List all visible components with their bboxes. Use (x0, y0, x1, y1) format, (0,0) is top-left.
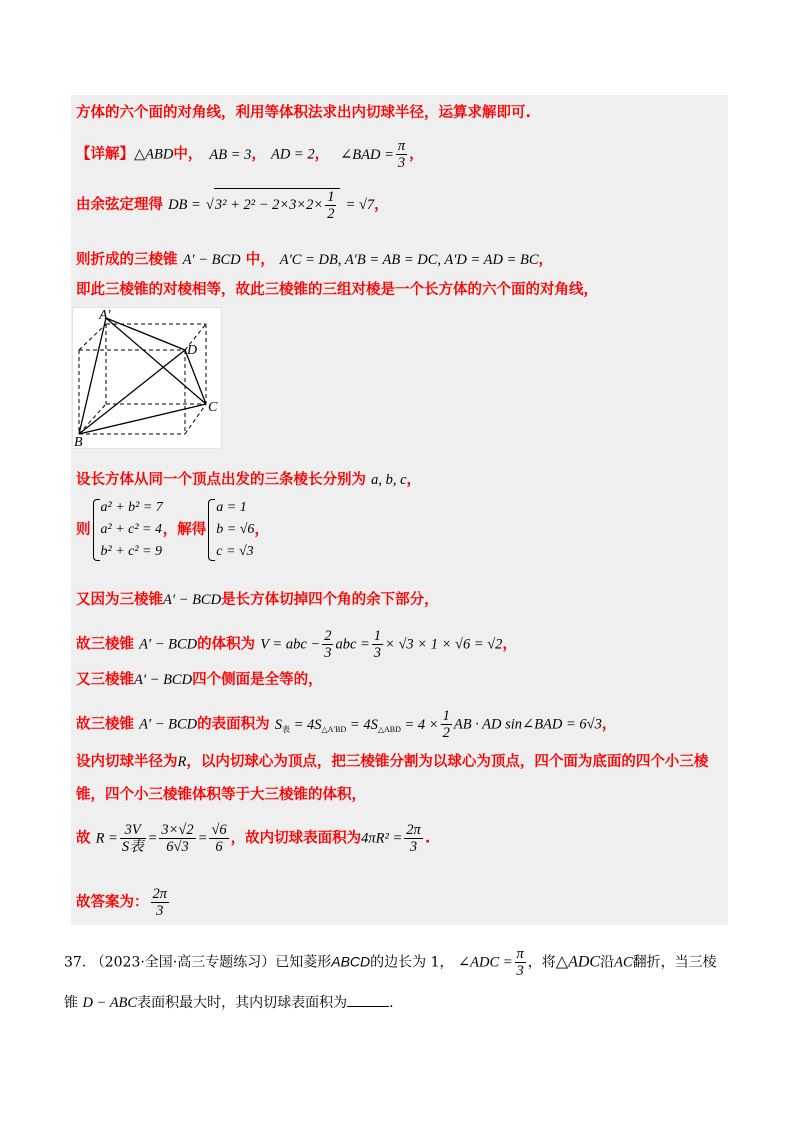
cuboid-dashed-edges (79, 324, 206, 434)
problem-number: 37. (64, 954, 87, 971)
solution-line-11: 故三棱锥 A′ − BCD的表面积为 $S_表 = 4S_{\triangle A'BD} = 4S_{\triangle ABD} = 4$ × $\frac{1}{2}$ AB · AD sin∠BAD = 6√3， (76, 708, 617, 741)
solution-answer: 故答案为： $\frac{2\pi}{3}$ (76, 886, 168, 919)
problem-37-line-2: 锥 D − ABC表面积最大时，其内切球表面积为 . (64, 992, 394, 1012)
solution-line-3: 由余弦定理得 DB = √3² + 2² − 2×3×2× $\frac{1}{2}$ = √7， (76, 189, 389, 222)
solution-line-9: 故三棱锥 A′ − BCD的体积为 V = abc − $\frac{2}{3}$ abc = $\frac{1}{3}$ × √3 × 1 × √6 = √2， (76, 628, 517, 661)
solution-line-5: 即此三棱锥的对棱相等，故此三棱锥的三组对棱是一个长方体的六个面的对角线， (76, 282, 598, 298)
cuboid-figure (72, 307, 222, 449)
vertex-label-b: B (74, 435, 83, 448)
solution-line-6: 设长方体从同一个顶点出发的三条棱长分别为 a, b, c， (76, 472, 421, 488)
solution-line-10: 又三棱锥A′ − BCD四个侧面是全等的， (76, 672, 323, 688)
detail-tag: 【详解】 (76, 146, 134, 163)
vertex-label-c: C (208, 400, 218, 415)
solution-line-8: 又因为三棱锥A′ − BCD是长方体切掉四个角的余下部分， (76, 592, 439, 608)
cuboid-diagram (73, 308, 221, 448)
answer-blank[interactable] (347, 992, 389, 1007)
tetrahedron-edges (79, 318, 206, 434)
solution-line-4: 则折成的三棱锥 A′ − BCD 中， A′C = DB, A′B = AB = DC, A′D = AD = BC， (76, 252, 554, 268)
solution-line-14: 故 R = $\frac{3V}{\text{S表}}$ = $\frac{3\times√2}{6√3}$ = $\frac{√6}{6}$ ，故内切球表面积为4πR² = $\frac{2\pi}{3}$ . (76, 822, 431, 855)
solution-line-1: 方体的六个面的对角线，利用等体积法求出内切球半径，运算求解即可. (76, 105, 532, 121)
solution-line-2: 【详解】△ABD中， AB = 3， AD = 2， ∠BAD = $\frac{\pi}{3}$ ， (76, 138, 424, 171)
solution-line-13: 锥，四个小三棱锥体积等于大三棱锥的体积， (76, 787, 366, 803)
solution-line-12: 设内切球半径为R，以内切球心为顶点，把三棱锥分割为以球心为顶点，四个面为底面的四个小三棱 (76, 754, 709, 770)
solution-system: 则 a² + b² = 7 a² + c² = 4 b² + c² = 9 ，解得 a = 1 b = √6 c = √3 ， (76, 497, 269, 563)
vertex-label-a: A′ (99, 308, 111, 323)
problem-37-line-1: 37. （2023·全国·高三专题练习）已知菱形ABCD的边长为 1， ∠ADC = $\frac{\pi}{3}$ ，将△ADC沿AC翻折，当三棱 (64, 946, 717, 979)
vertex-label-d: D (187, 343, 198, 358)
